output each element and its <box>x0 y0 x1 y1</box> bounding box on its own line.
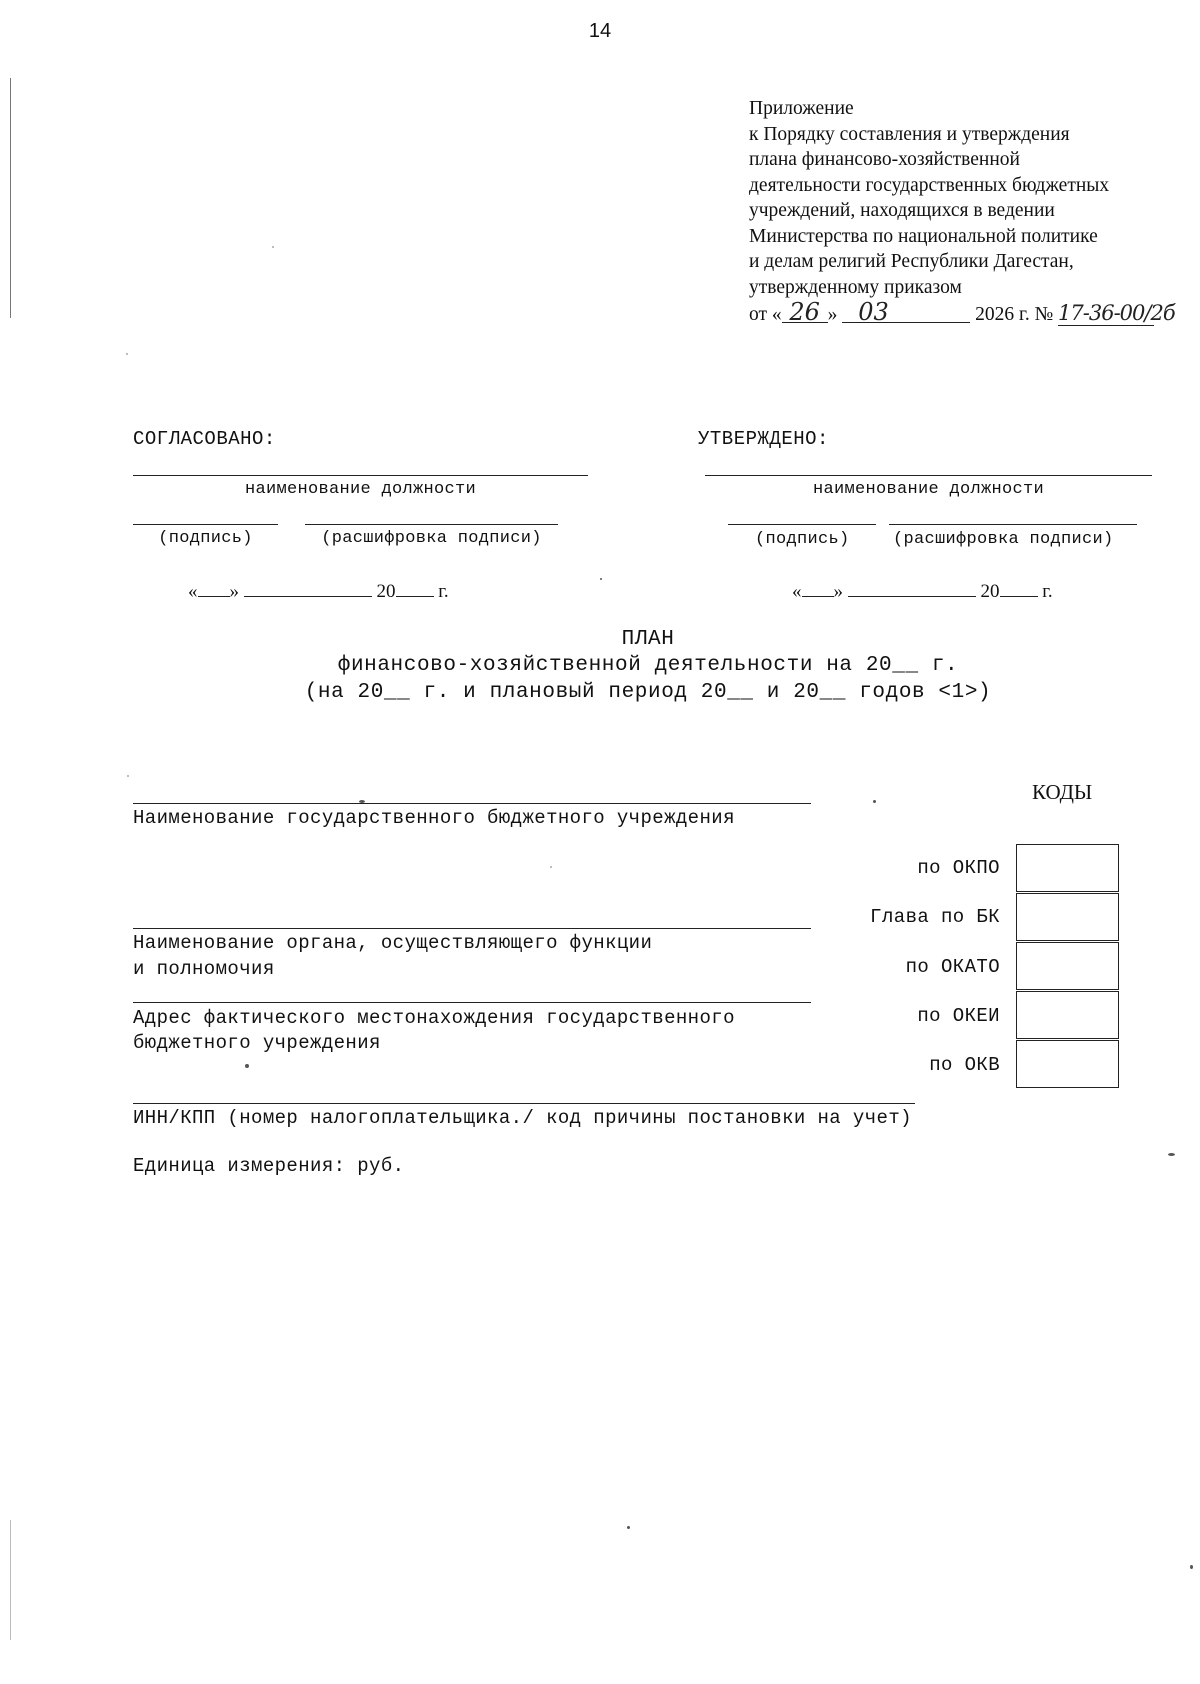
approved-signature-caption: (подпись) <box>755 530 850 549</box>
scan-speck <box>873 800 876 803</box>
approved-year-blank <box>1000 578 1038 597</box>
appendix-line: деятельности государственных бюджетных <box>749 174 1110 196</box>
order-year: 2026 г. № <box>975 304 1054 325</box>
agreed-signature-caption: (подпись) <box>158 529 253 548</box>
appendix-line: Министерства по национальной политике <box>749 225 1098 247</box>
authority-line <box>133 928 811 929</box>
address-caption-line2: бюджетного учреждения <box>133 1032 381 1054</box>
agreed-month-blank <box>244 578 372 597</box>
appendix-line: и делам религий Республики Дагестан, <box>749 251 1074 272</box>
code-box-okv[interactable] <box>1016 1040 1119 1088</box>
agreed-date-close: » <box>229 581 239 602</box>
appendix-line: утвержденному приказом <box>749 276 962 298</box>
scan-speck <box>126 353 128 355</box>
authority-caption-line2: и полномочия <box>133 958 275 980</box>
approved-position-caption: наименование должности <box>812 480 1045 499</box>
approved-signature-line <box>728 524 876 525</box>
approved-date-close: » <box>833 581 843 602</box>
plan-title: ПЛАН <box>621 628 675 651</box>
approved-day-blank <box>802 578 834 597</box>
appendix-line: учреждений, находящихся в ведении <box>749 200 1055 221</box>
appendix-line: Приложение <box>749 98 854 119</box>
scan-speck <box>600 578 602 580</box>
code-label-okato: по ОКАТО <box>905 956 1000 978</box>
approved-heading: УТВЕРЖДЕНО: <box>698 428 829 450</box>
code-label-okv: по ОКВ <box>929 1054 1000 1076</box>
appendix-line: к Порядку составления и утверждения <box>749 123 1070 145</box>
agreed-position-line <box>133 475 588 476</box>
scan-speck <box>1190 1565 1193 1569</box>
inn-kpp-caption: ИНН/КПП (номер налогоплательщика./ код причины постановки на учет) <box>133 1107 912 1129</box>
scan-speck <box>245 1064 249 1068</box>
scan-margin-line <box>10 78 11 318</box>
plan-subtitle: финансово-хозяйственной деятельности на 20__ г. <box>337 654 959 677</box>
scan-speck <box>550 866 552 868</box>
page-number: 14 <box>588 20 612 42</box>
approved-position-line <box>705 475 1152 476</box>
address-line <box>133 1002 811 1003</box>
address-caption-line1: Адрес фактического местонахождения государственного <box>133 1007 735 1029</box>
agreed-date-open: « <box>188 581 198 602</box>
appendix-note <box>749 96 1109 300</box>
agreed-year-prefix: 20 <box>376 581 396 602</box>
agreed-signature-line <box>133 524 278 525</box>
approved-date-open: « <box>792 581 802 602</box>
scan-speck <box>359 800 365 803</box>
institution-name-caption: Наименование государственного бюджетного учреждения <box>133 807 735 829</box>
approved-year-prefix: 20 <box>980 581 1000 602</box>
scan-speck <box>272 246 274 248</box>
inn-kpp-line <box>133 1103 915 1104</box>
code-box-okei[interactable] <box>1016 991 1119 1039</box>
authority-caption-line1: Наименование органа, осуществляющего функции <box>133 932 653 954</box>
agreed-date <box>188 578 449 603</box>
scan-speck <box>627 1526 630 1529</box>
order-day-handwritten: 26 <box>782 298 828 323</box>
institution-name-line <box>133 803 811 804</box>
order-number-handwritten: 17-36-00/2б <box>1058 301 1175 325</box>
agreed-year-suffix: г. <box>438 581 449 602</box>
code-box-okato[interactable] <box>1016 942 1119 990</box>
scan-speck <box>1168 1153 1175 1156</box>
scan-speck <box>127 775 129 777</box>
agreed-year-blank <box>396 578 434 597</box>
approved-month-blank <box>848 578 976 597</box>
approved-year-suffix: г. <box>1042 581 1053 602</box>
code-box-glava-bk[interactable] <box>1016 893 1119 941</box>
scan-margin-line <box>10 1520 11 1640</box>
agreed-day-blank <box>198 578 230 597</box>
approved-date <box>792 578 1053 603</box>
approved-decoding-line <box>889 524 1137 525</box>
code-label-okpo: по ОКПО <box>917 857 1000 879</box>
codes-heading: КОДЫ <box>1032 780 1093 804</box>
order-month-handwritten: 03 <box>842 298 970 323</box>
order-date-line <box>749 298 1175 326</box>
agreed-position-caption: наименование должности <box>244 480 477 499</box>
code-label-glava-bk: Глава по БК <box>870 906 1000 928</box>
approved-decoding-caption: (расшифровка подписи) <box>893 530 1114 549</box>
plan-period: (на 20__ г. и плановый период 20__ и 20__ годов <1>) <box>304 681 992 704</box>
appendix-line: плана финансово-хозяйственной <box>749 149 1020 170</box>
order-date-prefix: от « <box>749 304 782 325</box>
agreed-heading: СОГЛАСОВАНО: <box>133 428 276 450</box>
order-date-mid: » <box>827 304 838 325</box>
agreed-decoding-line <box>305 524 558 525</box>
code-label-okei: по ОКЕИ <box>917 1005 1000 1027</box>
unit-of-measure: Единица измерения: руб. <box>133 1155 405 1177</box>
agreed-decoding-caption: (расшифровка подписи) <box>321 529 542 548</box>
code-box-okpo[interactable] <box>1016 844 1119 892</box>
